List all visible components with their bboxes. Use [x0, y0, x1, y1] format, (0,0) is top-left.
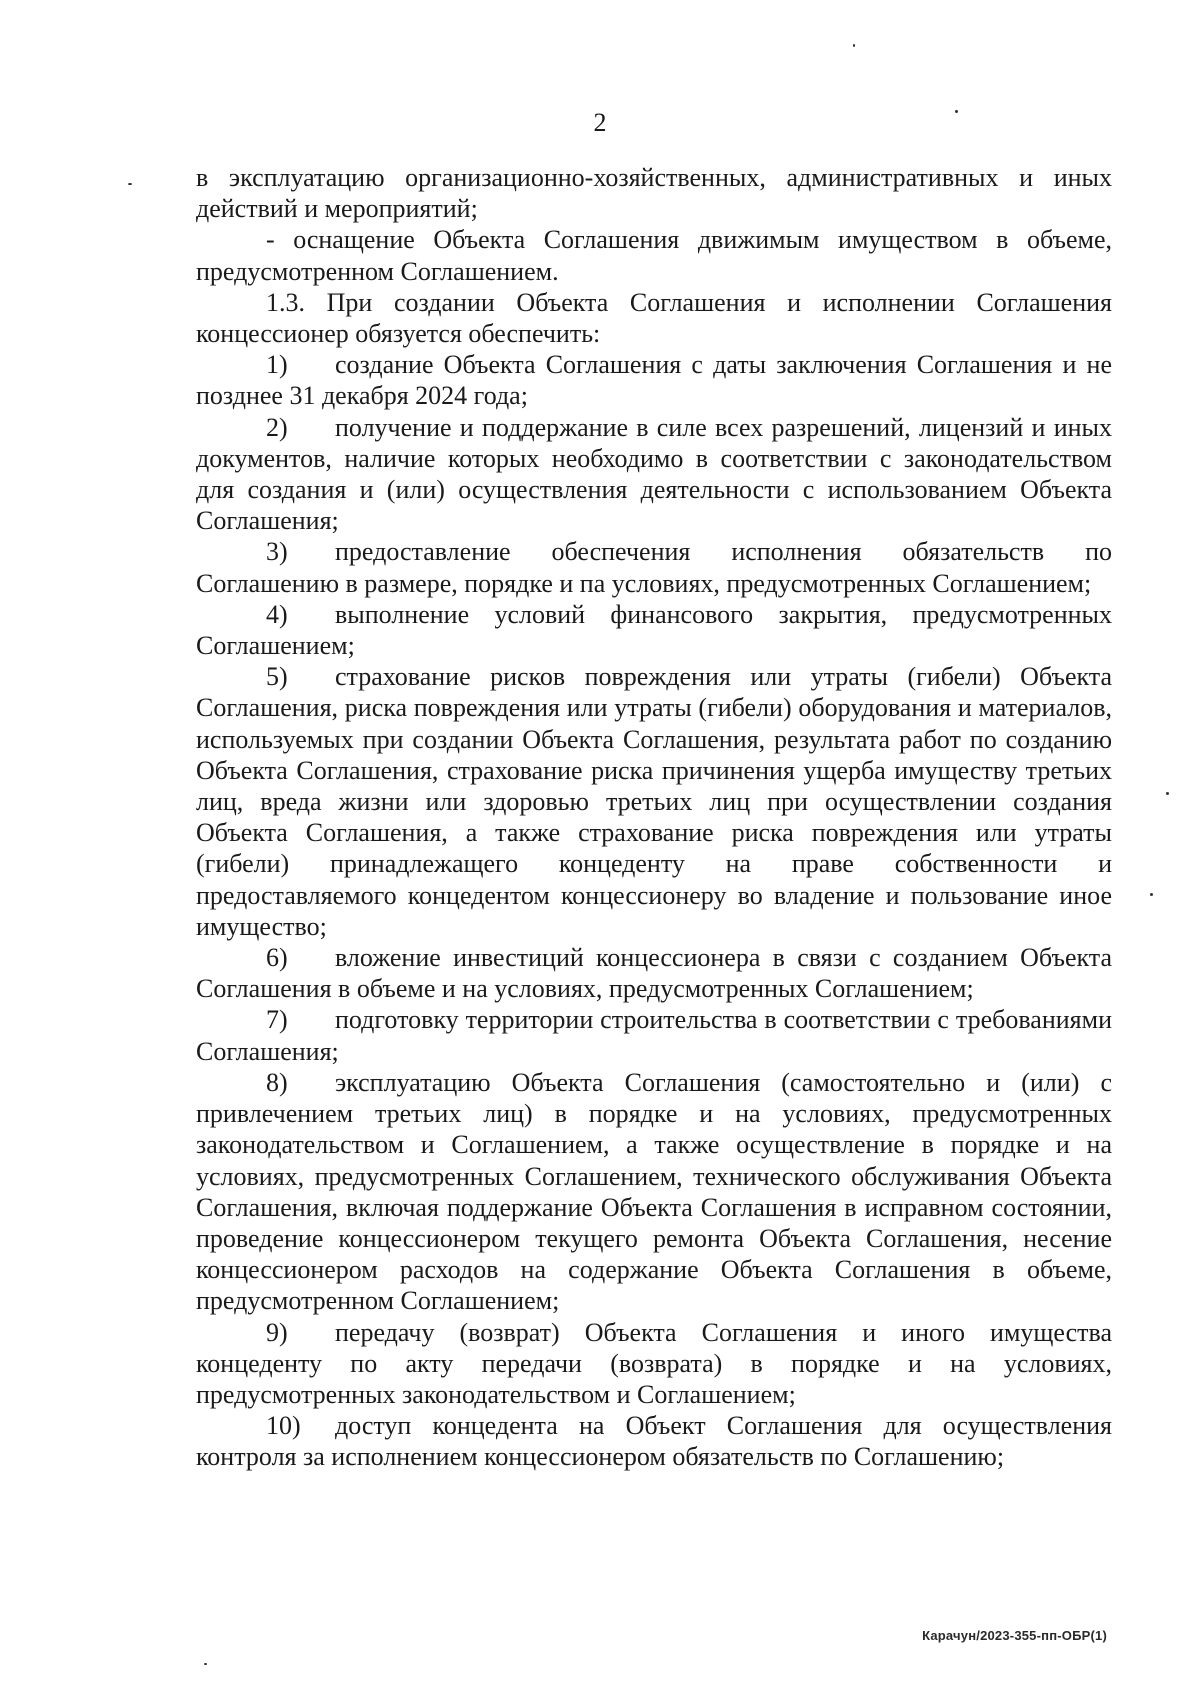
list-item-number: 5) [266, 662, 288, 692]
list-item-7 [196, 1004, 1112, 1066]
page-number: 2 [593, 108, 607, 137]
list-item-number: 10) [266, 1411, 301, 1441]
list-item-10 [196, 1410, 1112, 1472]
list-item-text: передачу (возврат) Объекта Соглашения и иного имущества концеденту по акту передачи (возврата) в порядке и на условиях, предусмотренных законодательством и Соглашением; [196, 1317, 1112, 1409]
list-item-text: выполнение условий финансового закрытия, предусмотренных Соглашением; [196, 599, 1112, 661]
paragraph-equipment: - оснащение Объекта Соглашения движимым имуществом в объеме, предусмотренном Соглашением. [196, 225, 1112, 286]
list-item-number: 4) [266, 599, 288, 629]
list-item-text: эксплуатацию Объекта Соглашения (самостоятельно и (или) с привлечением третьих лиц) в порядке и на условиях, предусмотренных законодательством и Соглашением, а также осуществление в порядке и на условиях, предусмотренных Соглашением, технического обслуживания Объекта Соглашения, включая поддержание Объекта Соглашения в исправном состоянии, проведение концессионером текущего ремонта Объекта Соглашения, несение концессионером расходов на содержание Объекта Соглашения в объеме, предусмотренном Соглашением; [196, 1067, 1112, 1316]
scan-speck [1166, 792, 1169, 795]
list-item-number: 1) [266, 350, 288, 380]
scan-speck [128, 183, 132, 185]
list-item-5 [196, 661, 1112, 942]
list-item-number: 8) [266, 1067, 288, 1097]
list-item-text: получение и поддержание в силе всех разрешений, лицензий и иных документов, наличие которых необходимо в соответствии с законодательством для создания и (или) осуществления деятельности с использованием Объекта Соглашения; [196, 412, 1112, 536]
list-item-4 [196, 599, 1112, 661]
paragraph-section-1-3: 1.3. При создании Объекта Соглашения и исполнении Соглашения концессионер обязуется обеспечить: [196, 287, 1112, 349]
list-item-text: создание Объекта Соглашения с даты заключения Соглашения и не позднее 31 декабря 2024 года; [196, 350, 1112, 411]
scan-speck [955, 110, 958, 113]
list-item-3 [196, 536, 1112, 598]
list-item-number: 9) [266, 1317, 288, 1347]
list-item-number: 3) [266, 537, 288, 567]
list-item-text: доступ концедента на Объект Соглашения для осуществления контроля за исполнением концессионером обязательств по Соглашению; [196, 1411, 1112, 1472]
list-item-1 [196, 349, 1112, 411]
list-item-text: подготовку территории строительства в соответствии с требованиями Соглашения; [196, 1005, 1112, 1066]
document-footer-code: Карачун/2023-355-пп-ОБР(1) [922, 1628, 1107, 1643]
list-item-9 [196, 1317, 1112, 1411]
paragraph-continuation: в эксплуатацию организационно-хозяйственных, административных и иных действий и мероприятий; [196, 163, 1112, 224]
list-item-2 [196, 412, 1112, 537]
list-item-number: 6) [266, 943, 288, 973]
list-item-8 [196, 1067, 1112, 1317]
list-item-text: предоставление обеспечения исполнения обязательств по Соглашению в размере, порядке и па условиях, предусмотренных Соглашением; [196, 537, 1112, 598]
list-item-6 [196, 942, 1112, 1004]
scan-speck [204, 1663, 207, 1665]
list-item-text: вложение инвестиций концессионера в связи с созданием Объекта Соглашения в объеме и на условиях, предусмотренных Соглашением; [196, 943, 1112, 1004]
scan-speck [1150, 893, 1153, 896]
document-body [196, 162, 1112, 1473]
list-item-number: 7) [266, 1005, 288, 1035]
list-item-text: страхование рисков повреждения или утраты (гибели) Объекта Соглашения, риска повреждения или утраты (гибели) оборудования и материалов, используемых при создании Объекта Соглашения, результата работ по созданию Объекта Соглашения, страхование риска причинения ущерба имуществу третьих лиц, вреда жизни или здоровью третьих лиц при осуществлении создания Объекта Соглашения, а также страхование риска повреждения или утраты (гибели) принадлежащего концеденту на праве собственности и предоставляемого концедентом концессионеру во владение и пользование иное имущество; [196, 662, 1112, 941]
scan-speck [853, 44, 855, 47]
list-item-number: 2) [266, 412, 288, 442]
